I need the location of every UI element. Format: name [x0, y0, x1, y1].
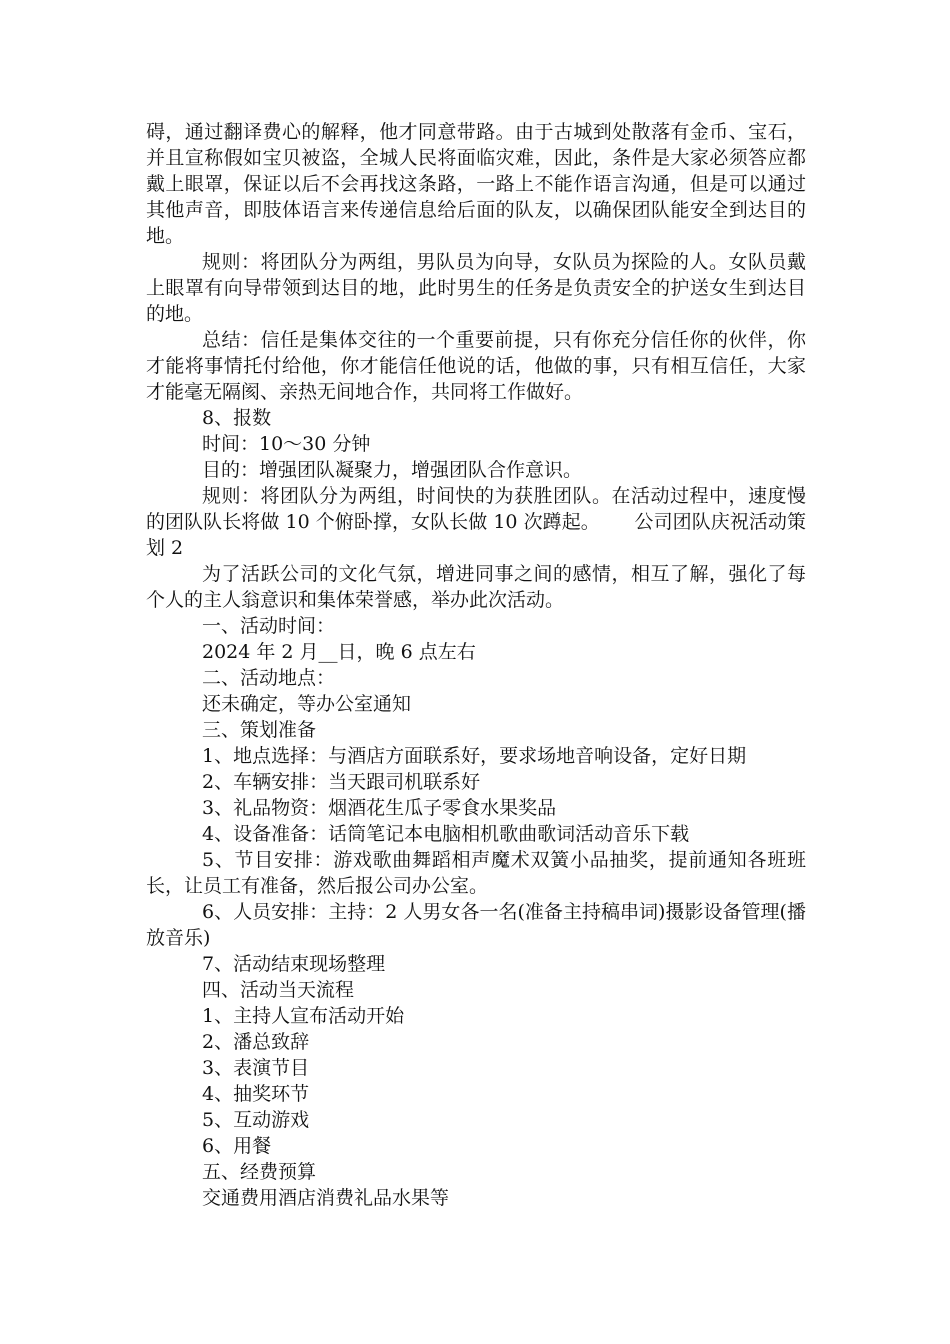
- paragraph-intro-continuation: 碍，通过翻译费心的解释，他才同意带路。由于古城到处散落有金币、宝石，并且宣称假如宝贝被盗，全城人民将面临灾难，因此，条件是大家必须答应都戴上眼罩，保证以后不会再找这条路，一路上不能作语言沟通，但是可以通过其他声音，即肢体语言来传递信息给后面的队友，以确保团队能安全到达目的地。: [146, 121, 806, 247]
- paragraph-time: 时间：10～30 分钟: [202, 433, 371, 455]
- list-item-games: 5、互动游戏: [202, 1109, 310, 1131]
- paragraph-location-tbd: 还未确定，等办公室通知: [202, 693, 412, 715]
- paragraph-purpose: 目的：增强团队凝聚力，增强团队合作意识。: [202, 459, 583, 481]
- list-item-vehicles: 2、车辆安排：当天跟司机联系好: [202, 771, 481, 793]
- list-item-speech: 2、潘总致辞: [202, 1031, 310, 1053]
- list-item-staffing: 6、人员安排：主持：2 人男女各一名(准备主持稿串词)摄影设备管理(播放音乐): [146, 901, 806, 949]
- list-item-dinner: 6、用餐: [202, 1135, 272, 1157]
- paragraph-budget-items: 交通费用酒店消费礼品水果等: [202, 1187, 450, 1209]
- list-item-venue: 1、地点选择：与酒店方面联系好，要求场地音响设备，定好日期: [202, 745, 747, 767]
- list-item-cleanup: 7、活动结束现场整理: [202, 953, 386, 975]
- paragraph-summary-trust: 总结：信任是集体交往的一个重要前提，只有你充分信任你的伙伴，你才能将事情托付给他，你才能信任他说的话，他做的事，只有相互信任，大家才能毫无隔阂、亲热无间地合作，共同将工作做好。: [146, 329, 806, 403]
- list-item-lottery: 4、抽奖环节: [202, 1083, 310, 1105]
- list-item-host-opening: 1、主持人宣布活动开始: [202, 1005, 405, 1027]
- document-page: [146, 119, 806, 1211]
- paragraph-rules-count-off: 规则：将团队分为两组，时间快的为获胜团队。在活动过程中，速度慢的团队队长将做 10 个俯卧撑，女队长做 10 次蹲起。 公司团队庆祝活动策划 2: [146, 485, 806, 559]
- heading-event-time: 一、活动时间：: [202, 615, 336, 637]
- paragraph-rules-blindfold: 规则：将团队分为两组，男队员为向导，女队员为探险的人。女队员戴上眼罩有向导带领到达目的地，此时男生的任务是负责安全的护送女生到达目的地。: [146, 251, 806, 325]
- heading-budget: 五、经费预算: [202, 1161, 317, 1183]
- heading-count-off: 8、报数: [202, 407, 272, 429]
- list-item-performances: 3、表演节目: [202, 1057, 310, 1079]
- heading-event-location: 二、活动地点：: [202, 667, 336, 689]
- paragraph-event-date: 2024 年 2 月__日，晚 6 点左右: [202, 641, 476, 663]
- heading-planning: 三、策划准备: [202, 719, 317, 741]
- list-item-programs: 5、节目安排：游戏歌曲舞蹈相声魔术双簧小品抽奖，提前通知各班班长，让员工有准备，然后报公司办公室。: [146, 849, 806, 897]
- list-item-gifts: 3、礼品物资：烟酒花生瓜子零食水果奖品: [202, 797, 557, 819]
- list-item-equipment: 4、设备准备：话筒笔记本电脑相机歌曲歌词活动音乐下载: [202, 823, 690, 845]
- paragraph-event-intro: 为了活跃公司的文化气氛，增进同事之间的感情，相互了解，强化了每个人的主人翁意识和集体荣誉感，举办此次活动。: [146, 563, 806, 611]
- heading-day-flow: 四、活动当天流程: [202, 979, 355, 1001]
